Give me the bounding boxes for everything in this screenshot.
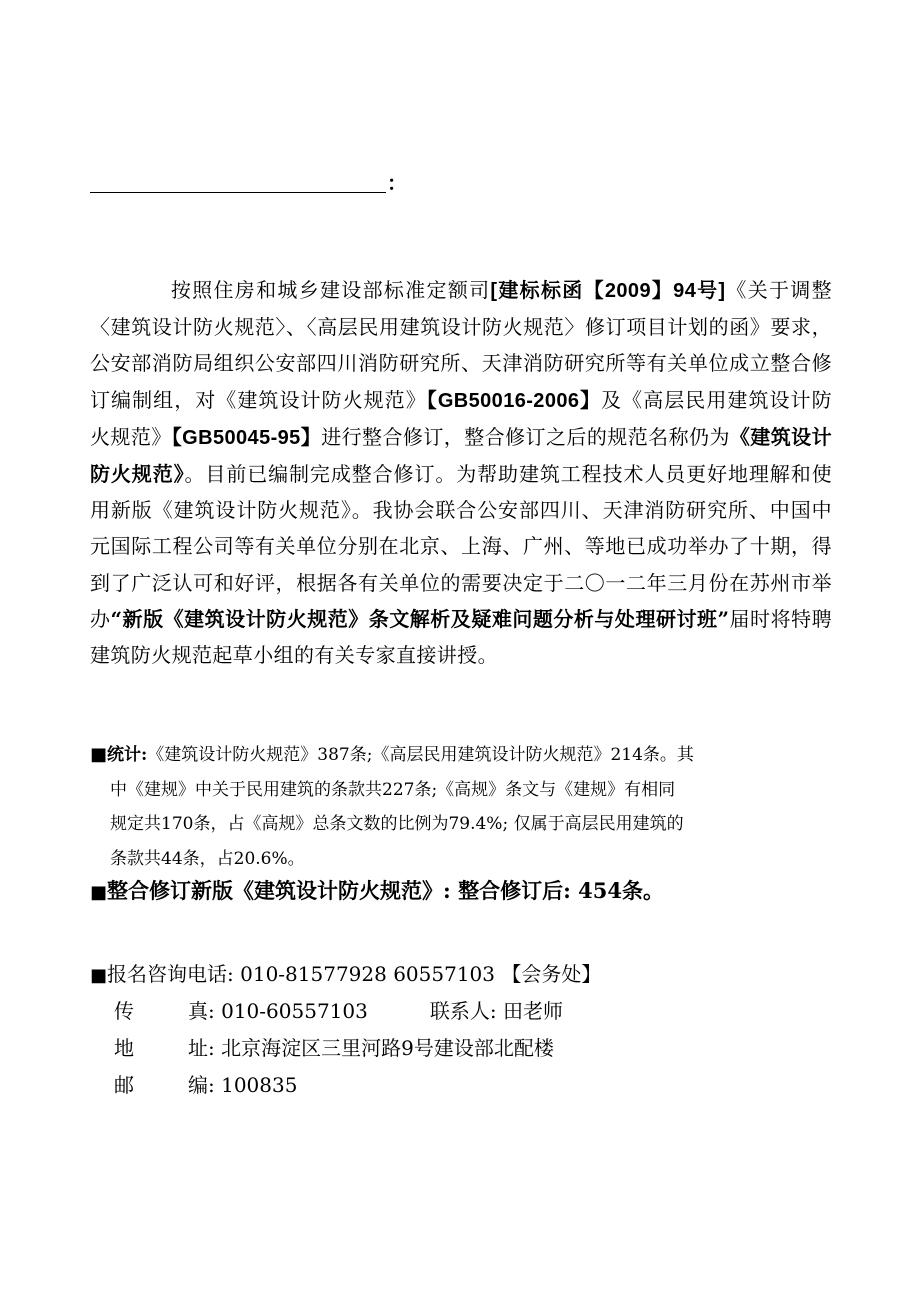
intro-text-1: 按照住房和城乡建设部标准定额司: [170, 278, 491, 302]
standard-name-bold: 《建筑设计防火规范》: [90, 424, 833, 487]
square-bullet-icon: ■: [90, 965, 108, 986]
salutation-blank: [90, 170, 410, 196]
standard-code-2: 【GB50045-95】: [171, 426, 322, 449]
fax-label: 真:: [188, 999, 215, 1023]
phone-value: 010-81577928 60557103 【会务处】: [240, 962, 602, 986]
contact-person-value: 田老师: [502, 999, 563, 1023]
phone-row: [90, 956, 832, 993]
phone-label: 报名咨询电话:: [107, 962, 234, 986]
recipient-blank-line: [90, 192, 386, 193]
address-value: 北京海淀区三里河路9号建设部北配楼: [221, 1036, 554, 1060]
fax-value: 010-60557103: [221, 999, 368, 1023]
address-row: 地 址: 北京海淀区三里河路9号建设部北配楼: [114, 1036, 554, 1060]
intro-paragraph: [90, 272, 832, 673]
intro-text-3: 及《高层民用建筑设计防火规范》: [90, 387, 832, 449]
contact-person-label: 联系人:: [429, 999, 497, 1023]
revised-summary: [90, 873, 832, 911]
fax-row: 传 真: 010-60557103 联系人: 田老师: [114, 999, 563, 1023]
statistics-section: [90, 738, 832, 876]
zip-label: 编:: [188, 1073, 215, 1097]
intro-text-4: 进行整合修订，整合修订之后的规范名称仍为: [321, 424, 730, 449]
square-bullet-icon: ■: [90, 882, 108, 903]
zip-value: 100835: [221, 1073, 298, 1097]
intro-text-6: 届时将特聘建筑防火规范起草小组的有关专家直接讲授。: [90, 606, 833, 668]
intro-text-2: 《关于调整〈建筑设计防火规范〉、〈高层民用建筑设计防火规范〉修订项目计划的函》要求，公安部消防局组织公安部四川消防研究所、天津消防研究所等有关单位成立整合修订编制组，对《建筑设计防火规范》: [90, 278, 833, 412]
address-label: 址:: [188, 1036, 215, 1060]
intro-text-5: 。目前已编制完成整合修订。为帮助建筑工程技术人员更好地理解和使用新版《建筑设计防火规范》。我协会联合公安部四川、天津消防研究所、中国中元国际工程公司等有关单位分别在北京、上海、广州、等地已成功举办了十期，得到了广泛认可和好评，根据各有关单位的需要决定于二〇一二年三月份在苏州市举办: [90, 462, 832, 631]
stats-line-4: 条款共44条，占20.6%。: [110, 848, 305, 869]
zip-row: 邮 编: 100835: [114, 1073, 298, 1097]
doc-reference: [建标标函【2009】94号]: [490, 280, 726, 302]
stats-line-2: 中《建规》中关于民用建筑的条款共227条;《高规》条文与《建规》有相同: [110, 779, 676, 800]
salutation-colon: ：: [387, 171, 407, 195]
seminar-title: “新版《建筑设计防火规范》条文解析及疑难问题分析与处理研讨班”: [110, 606, 730, 631]
square-bullet-icon: ■: [90, 744, 108, 765]
stats-label: 统计:: [107, 745, 148, 765]
revised-text: 整合修订新版《建筑设计防火规范》: 整合修订后: 454条。: [107, 878, 664, 903]
stats-line-3: 规定共170条，占《高规》总条文数的比例为79.4%; 仅属于高层民用建筑的: [110, 814, 684, 834]
stats-line-1: ■统计:《建筑设计防火规范》387条;《高层民用建筑设计防火规范》214条。其: [90, 744, 694, 765]
standard-code-1: 【GB50016-2006】: [426, 389, 602, 412]
contact-section: [90, 956, 832, 1104]
